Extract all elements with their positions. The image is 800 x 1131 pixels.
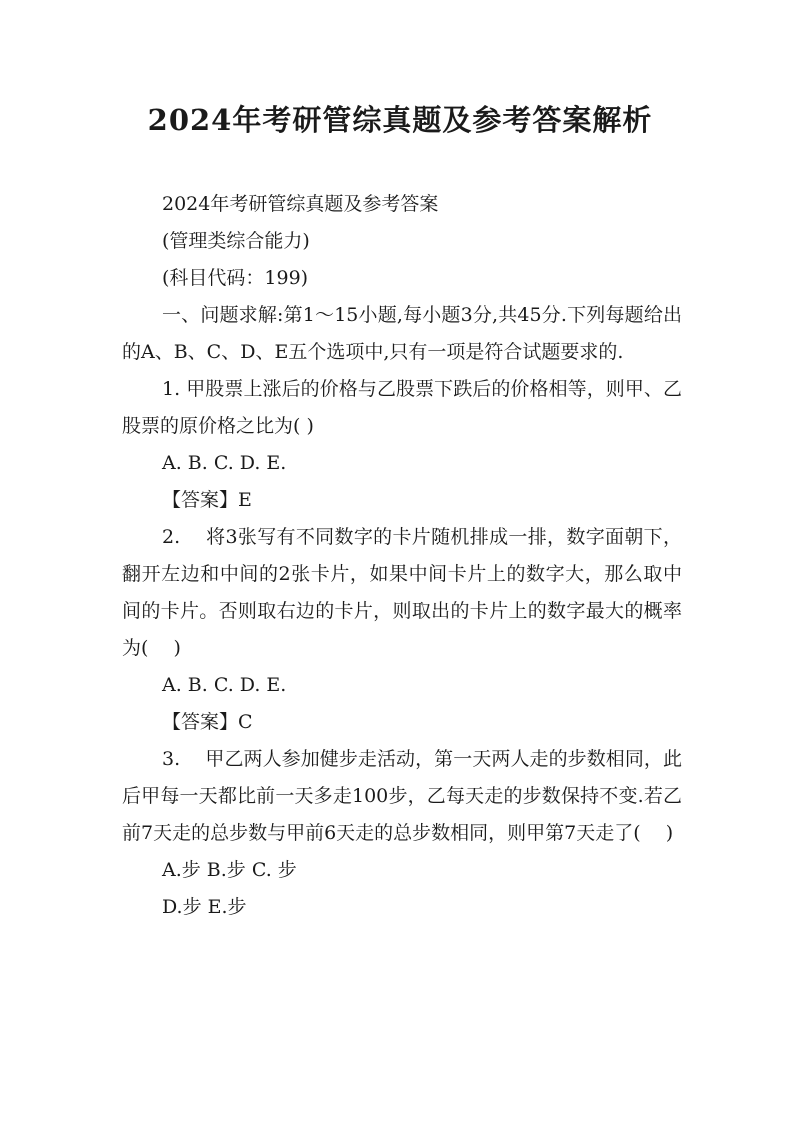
question-3-options-row-2: D.步 E.步 [162, 896, 247, 918]
question-3-stem: 3. 甲乙两人参加健步走活动，第一天两人走的步数相同，此后甲每一天都比前一天多走100步，乙每天走的步数保持不变.若乙前7天走的总步数与甲前6天走的总步数相同，则甲第7天走了( ) [122, 748, 682, 844]
question-1-options: A. B. C. D. E. [162, 452, 287, 474]
question-2-answer: 【答案】C [162, 711, 253, 733]
question-2-stem: 2. 将3张写有不同数字的卡片随机排成一排，数字面朝下，翻开左边和中间的2张卡片，如果中间卡片上的数字大，那么取中间的卡片。否则取右边的卡片，则取出的卡片上的数字最大的概率为( ) [122, 526, 682, 659]
subtitle-line: 2024年考研管综真题及参考答案 [162, 193, 439, 215]
document-body [122, 186, 682, 926]
exam-category-line: (管理类综合能力) [162, 230, 310, 252]
question-3-options-row-1: A.步 B.步 C. 步 [162, 859, 297, 881]
document-title: 2024年考研管综真题及参考答案解析 [147, 103, 653, 137]
question-1-stem: 1. 甲股票上涨后的价格与乙股票下跌后的价格相等，则甲、乙股票的原价格之比为( ) [122, 378, 682, 437]
section-intro: 一、问题求解:第1～15小题,每小题3分,共45分.下列每题给出的A、B、C、D、E五个选项中,只有一项是符合试题要求的. [122, 304, 682, 363]
subject-code-line: (科目代码：199) [162, 267, 309, 289]
question-1-answer: 【答案】E [162, 489, 252, 511]
question-2-options: A. B. C. D. E. [162, 674, 287, 696]
